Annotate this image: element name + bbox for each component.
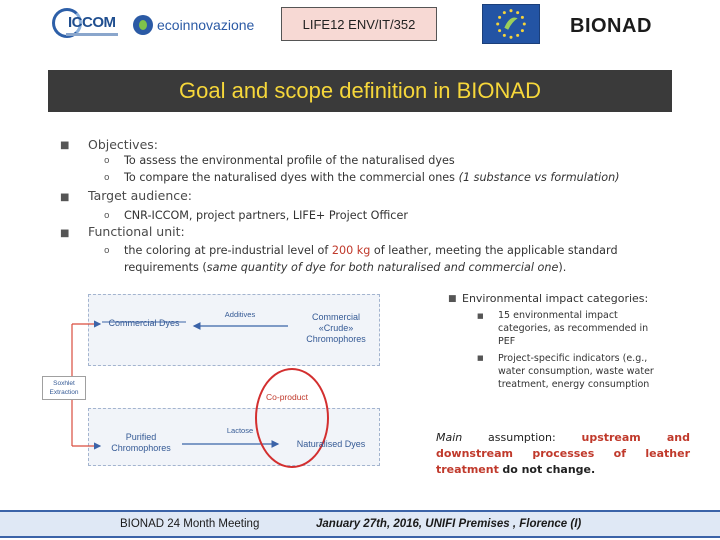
fu-text-before: the coloring at pre-industrial level of (124, 244, 329, 257)
purified-line-2: Chromophores (111, 443, 171, 453)
bionad-logo (570, 12, 652, 40)
footer-meeting: BIONAD 24 Month Meeting (120, 518, 260, 530)
coproduct-label: Co-product (266, 392, 309, 402)
ecoinnovazione-mark-icon (133, 15, 153, 35)
objective-item-2-note: (1 substance vs formulation) (458, 171, 620, 184)
crude-chromophores-label (296, 312, 376, 345)
objective-item-2 (124, 169, 644, 186)
eu-life-logo (482, 4, 540, 44)
iccom-logo-text: ICCOM (68, 14, 116, 31)
objective-item-1: To assess the environmental profile of the naturalised dyes (124, 154, 455, 167)
fu-line2-after: ). (558, 261, 567, 274)
naturalised-dyes-label: Naturalised Dyes (296, 439, 366, 449)
crude-line-3: Chromophores (306, 334, 366, 344)
audience-label: Target audience: (88, 188, 193, 203)
assumption-highlight: upstream and downstream processes of leather treatment (436, 431, 690, 476)
fu-text-after: of leather, meeting the applicable standard (373, 244, 618, 257)
crude-line-1: Commercial (311, 312, 360, 322)
bullet-square-icon: ■ (448, 294, 457, 304)
lactose-label: Lactose (226, 426, 254, 435)
additives-label: Additives (224, 310, 256, 319)
impact-item-1: 15 environmental impact categories, as recommended in PEF (498, 310, 649, 347)
process-diagram (42, 286, 434, 474)
project-code-box: LIFE12 ENV/IT/352 (281, 7, 437, 41)
iccom-logo (50, 6, 120, 40)
fu-highlight: 200 kg (331, 244, 371, 257)
functional-unit-text (124, 242, 644, 276)
coproduct-highlight-circle (255, 368, 329, 468)
bullet-square-icon: ■ (60, 140, 70, 151)
assumption-lead-rest: assumption: (488, 431, 556, 444)
bullet-square-icon: ■ (477, 312, 484, 320)
bullet-circle-icon: o (104, 246, 110, 256)
objective-item-2-text: To compare the naturalised dyes with the commercial ones (124, 171, 456, 184)
ecoinnovazione-logo-text: ecoinnovazione (157, 17, 255, 33)
soxhlet-line-2: Extraction (49, 389, 79, 396)
eu-flag-icon (483, 5, 539, 43)
bullet-square-icon: ■ (60, 228, 70, 239)
objectives-label: Objectives: (88, 137, 158, 152)
functional-unit-label: Functional unit: (88, 224, 185, 239)
soxhlet-extraction-box (42, 376, 86, 400)
title-bar (48, 70, 672, 112)
bullet-circle-icon: o (104, 211, 110, 221)
footer-date-place: January 27th, 2016, UNIFI Premises , Florence (I) (316, 518, 582, 530)
fu-line2-italic: same quantity of dye for both naturalised and commercial one (206, 261, 559, 274)
bullet-circle-icon: o (104, 156, 110, 166)
audience-item: CNR-ICCOM, project partners, LIFE+ Project Officer (124, 209, 408, 222)
purified-line-1: Purified (125, 432, 157, 442)
bionad-logo-text: BIONAD (570, 14, 652, 37)
assumption-lead: Main (436, 431, 463, 444)
bullet-circle-icon: o (104, 173, 110, 183)
bullet-square-icon: ■ (60, 192, 70, 203)
crude-line-2: «Crude» (318, 323, 354, 333)
impact-item-2: Project-specific indicators (e.g., water consumption, waste water treatment, energy consumption (498, 353, 654, 390)
soxhlet-line-1: Soxhlet (53, 380, 75, 387)
commercial-dyes-label: Commercial Dyes (108, 318, 180, 328)
main-assumption (436, 430, 690, 478)
impact-categories-label: Environmental impact categories: (462, 292, 649, 305)
fu-line2-before: requirements ( (124, 261, 207, 274)
purified-chromophores-label (102, 432, 180, 454)
assumption-tail: do not change. (502, 463, 596, 476)
footer-bar (0, 510, 720, 538)
page-title: Goal and scope definition in BIONAD (179, 78, 541, 103)
ecoinnovazione-logo (133, 12, 254, 38)
bullet-square-icon: ■ (477, 354, 484, 362)
